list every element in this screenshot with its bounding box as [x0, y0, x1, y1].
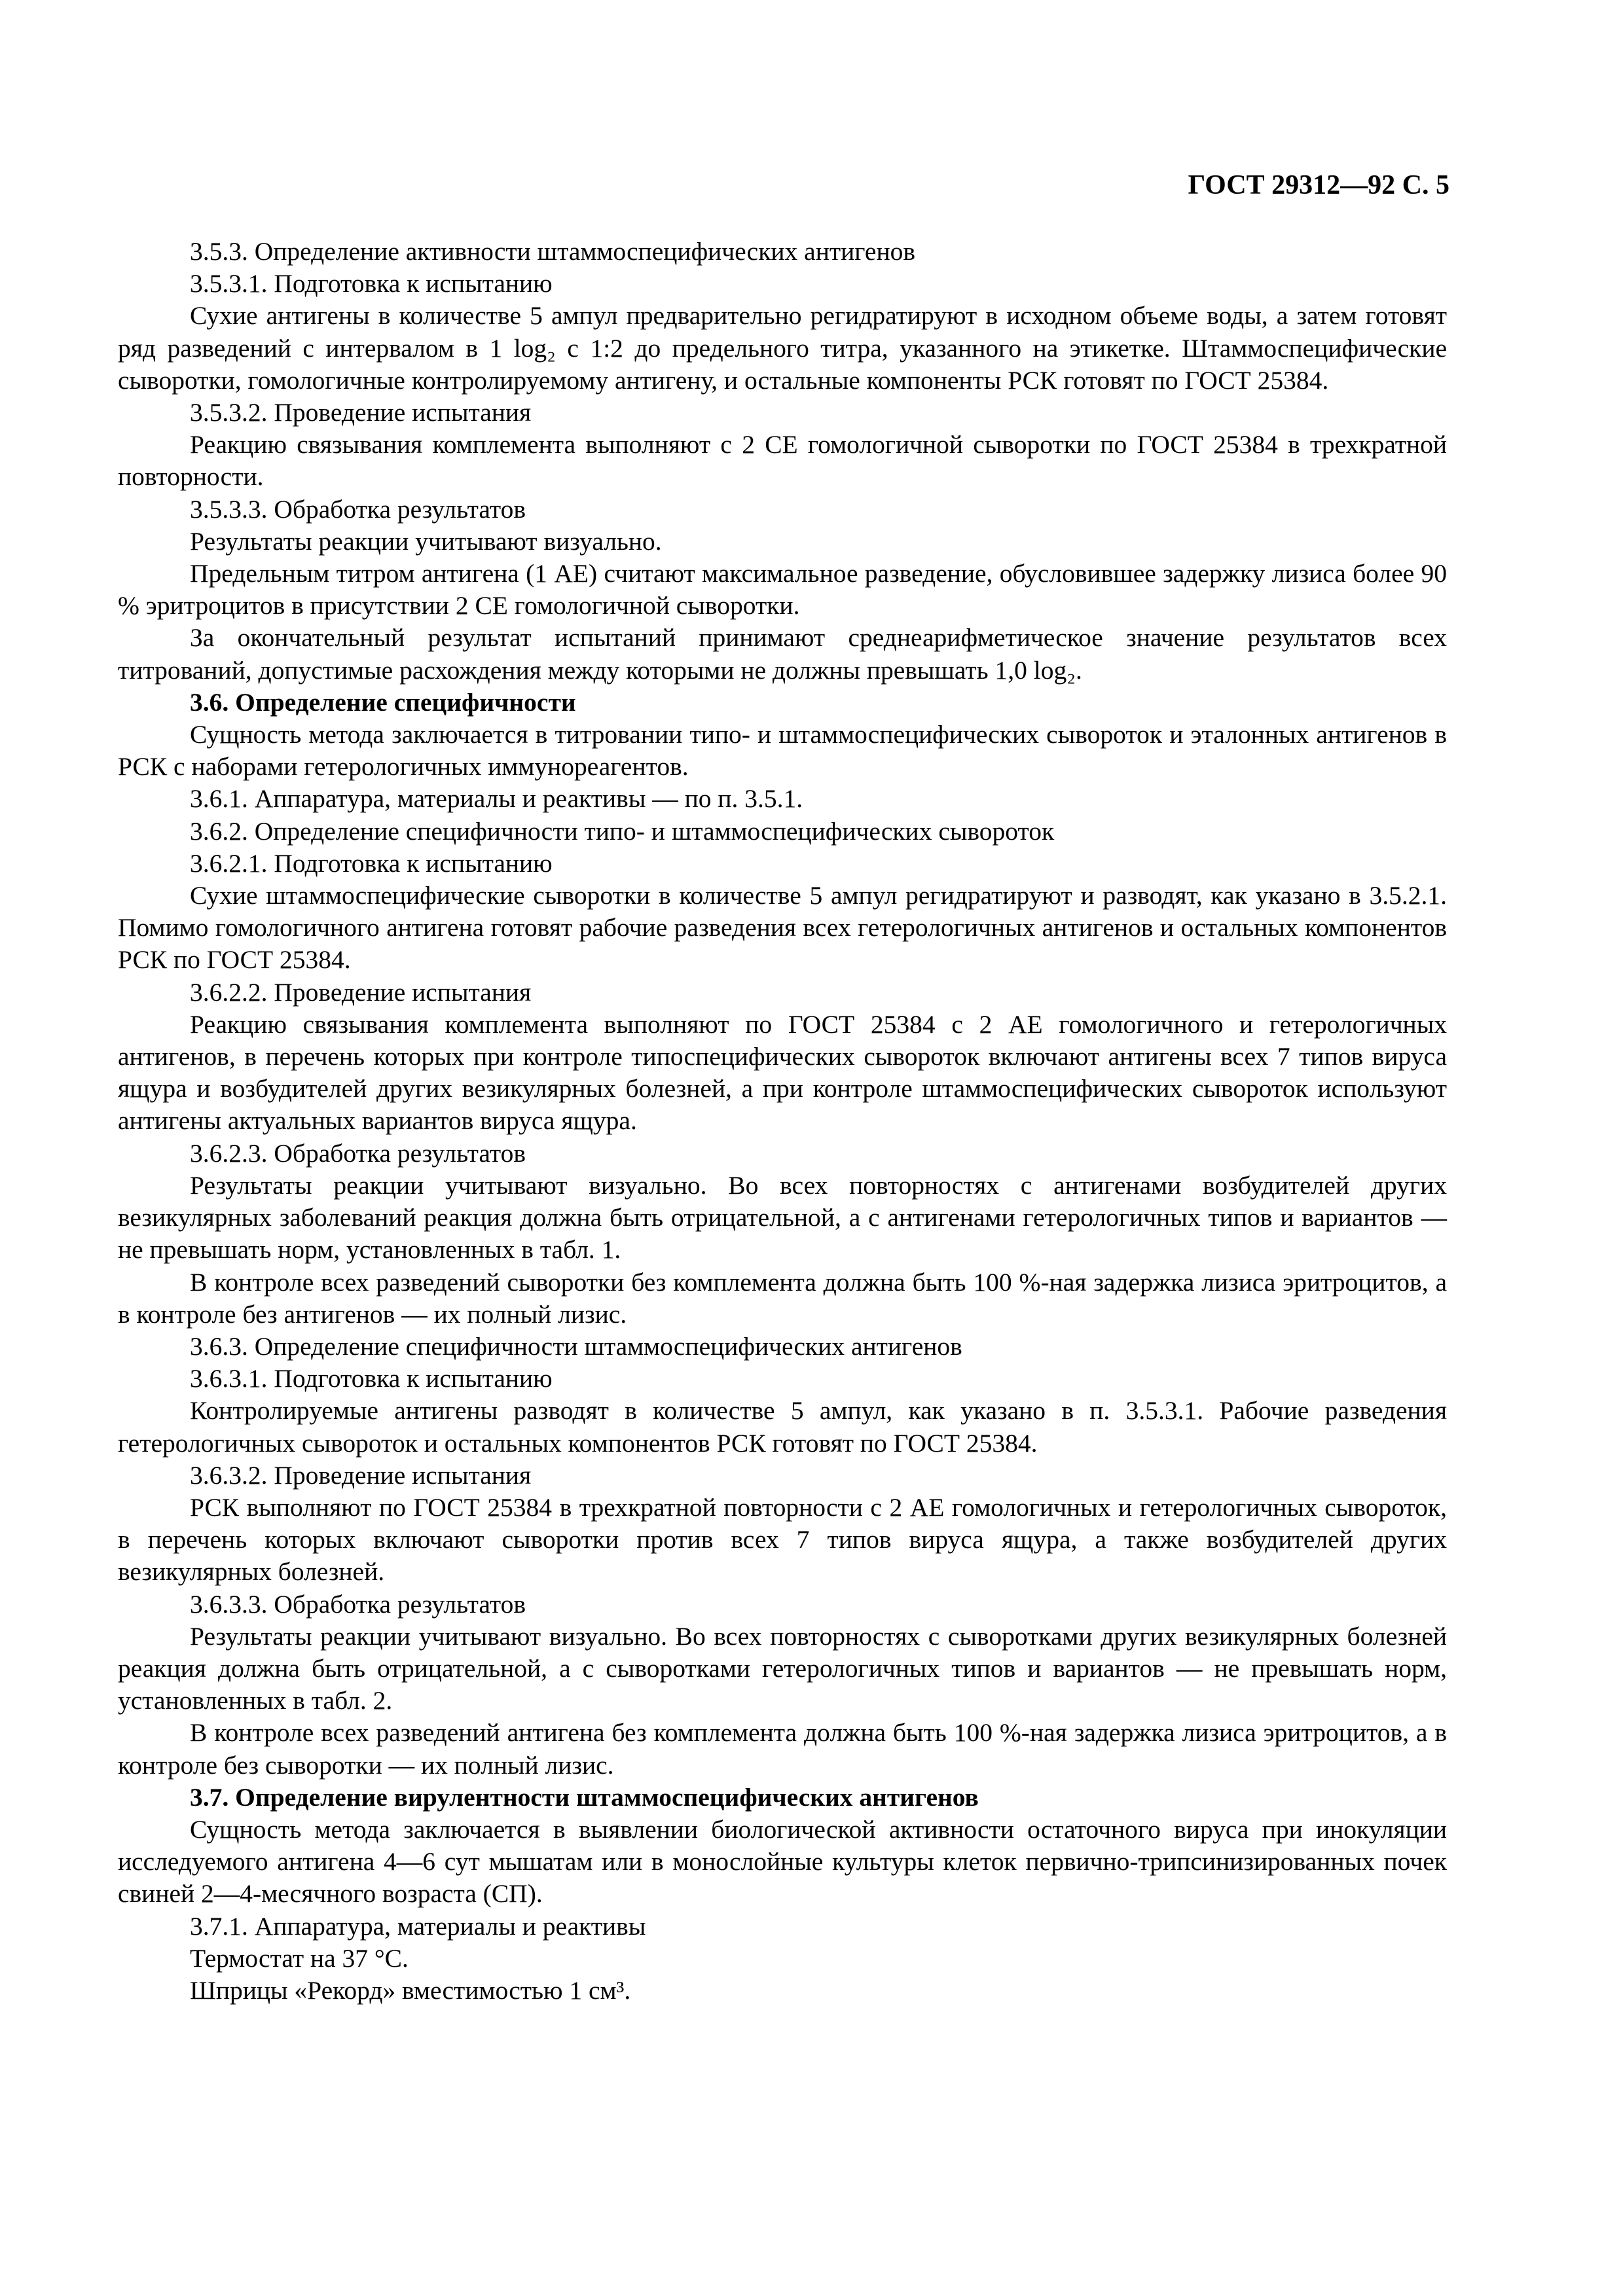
paragraph: Результаты реакции учитывают визуально.	[190, 526, 662, 556]
paragraph: В контроле всех разведений антигена без комплемента должна быть 100 %-ная задержка лизиса эритроцитов, а в контроле без сыворотки — их полный лизис.	[118, 1718, 1447, 1780]
document-body	[118, 236, 1447, 2007]
subsection-heading: 3.5.3.1. Подготовка к испытанию	[190, 269, 553, 298]
paragraph: Контролируемые антигены разводят в количестве 5 ампул, как указано в п. 3.5.3.1. Рабочие разведения гетерологичных сывороток и остальных компонентов РСК готовят по ГОСТ 25384.	[118, 1396, 1447, 1458]
section-heading: 3.6. Определение специфичности	[190, 687, 576, 717]
subsection-heading: 3.6.2.3. Обработка результатов	[190, 1138, 526, 1168]
section-heading: 3.7. Определение вирулентности штаммоспецифических антигенов	[190, 1782, 979, 1812]
subsection-heading: 3.6.3.3. Обработка результатов	[190, 1589, 526, 1619]
paragraph: В контроле всех разведений сыворотки без комплемента должна быть 100 %-ная задержка лизиса эритроцитов, а в контроле без антигенов — их полный лизис.	[118, 1267, 1447, 1329]
subsection-heading: 3.6.2.1. Подготовка к испытанию	[190, 848, 553, 878]
subsection-heading: 3.5.3. Определение активности штаммоспецифических антигенов	[190, 237, 915, 266]
paragraph: Реакцию связывания комплемента выполняют с 2 СЕ гомологичной сыворотки по ГОСТ 25384 в трехкратной повторности.	[118, 430, 1447, 492]
subsection-heading: 3.5.3.3. Обработка результатов	[190, 494, 526, 524]
paragraph: РСК выполняют по ГОСТ 25384 в трехкратной повторности с 2 АЕ гомологичных и гетерологичных сывороток, в перечень которых включают сыворотки против всех 7 типов вируса ящура, а также возбудителей других везикулярных болезней.	[118, 1492, 1447, 1587]
subsection-heading: 3.6.3. Определение специфичности штаммоспецифических антигенов	[190, 1331, 962, 1361]
subsection-heading: 3.6.1. Аппаратура, материалы и реактивы — по п. 3.5.1.	[190, 784, 803, 814]
subsection-heading: 3.6.2.2. Проведение испытания	[190, 977, 532, 1007]
page-header: ГОСТ 29312—92 С. 5	[1188, 170, 1450, 200]
subsection-heading: 3.6.3.2. Проведение испытания	[190, 1460, 532, 1490]
paragraph: Сухие антигены в количестве 5 ампул предварительно регидратируют в исходном объеме воды, а затем готовят ряд разведений с интервалом в 1 log₂ с 1:2 до предельного титра, указанного на этикетке. Штаммоспецифические сыворотки, гомологичные контролируемому антигену, и остальные компоненты РСК готовят по ГОСТ 25384.	[118, 301, 1447, 395]
subsection-heading: 3.5.3.2. Проведение испытания	[190, 398, 532, 427]
subsection-heading: 3.7.1. Аппаратура, материалы и реактивы	[190, 1911, 646, 1941]
paragraph: За окончательный результат испытаний принимают среднеарифметическое значение результатов всех титрований, допустимые расхождения между которыми не должны превышать 1,0 log₂.	[118, 623, 1447, 685]
paragraph: Сущность метода заключается в титровании типо- и штаммоспецифических сывороток и эталонных антигенов в РСК с наборами гетерологичных иммунореагентов.	[118, 720, 1447, 781]
paragraph: Шприцы «Рекорд» вместимостью 1 см³.	[190, 1975, 631, 2005]
paragraph: Термостат на 37 °С.	[190, 1943, 409, 1973]
subsection-heading: 3.6.2. Определение специфичности типо- и штаммоспецифических сывороток	[190, 816, 1055, 846]
paragraph: Результаты реакции учитывают визуально. Во всех повторностях с антигенами возбудителей других везикулярных заболеваний реакция должна быть отрицательной, а с антигенами гетерологичных типов и вариантов — не превышать норм, установленных в табл. 1.	[118, 1170, 1447, 1265]
subsection-heading: 3.6.3.1. Подготовка к испытанию	[190, 1364, 553, 1393]
paragraph: Сущность метода заключается в выявлении биологической активности остаточного вируса при инокуляции исследуемого антигена 4—6 сут мышатам или в монослойные культуры клеток первично-трипсинизированных почек свиней 2—4-месячного возраста (СП).	[118, 1814, 1447, 1909]
paragraph: Предельным титром антигена (1 АЕ) считают максимальное разведение, обусловившее задержку лизиса более 90 % эритроцитов в присутствии 2 СЕ гомологичной сыворотки.	[118, 559, 1447, 620]
paragraph: Результаты реакции учитывают визуально. Во всех повторностях с сыворотками других везикулярных болезней реакция должна быть отрицательной, а с сыворотками гетерологичных типов и вариантов — не превышать норм, установленных в табл. 2.	[118, 1621, 1447, 1715]
paragraph: Реакцию связывания комплемента выполняют по ГОСТ 25384 с 2 АЕ гомологичного и гетерологичных антигенов, в перечень которых при контроле типоспецифических сывороток включают антигены всех 7 типов вируса ящура и возбудителей других везикулярных болезней, а при контроле штаммоспецифических сывороток используют антигены актуальных вариантов вируса ящура.	[118, 1009, 1447, 1136]
paragraph: Сухие штаммоспецифические сыворотки в количестве 5 ампул регидратируют и разводят, как указано в 3.5.2.1. Помимо гомологичного антигена готовят рабочие разведения всех гетерологичных антигенов и остальных компонентов РСК по ГОСТ 25384.	[118, 881, 1447, 975]
